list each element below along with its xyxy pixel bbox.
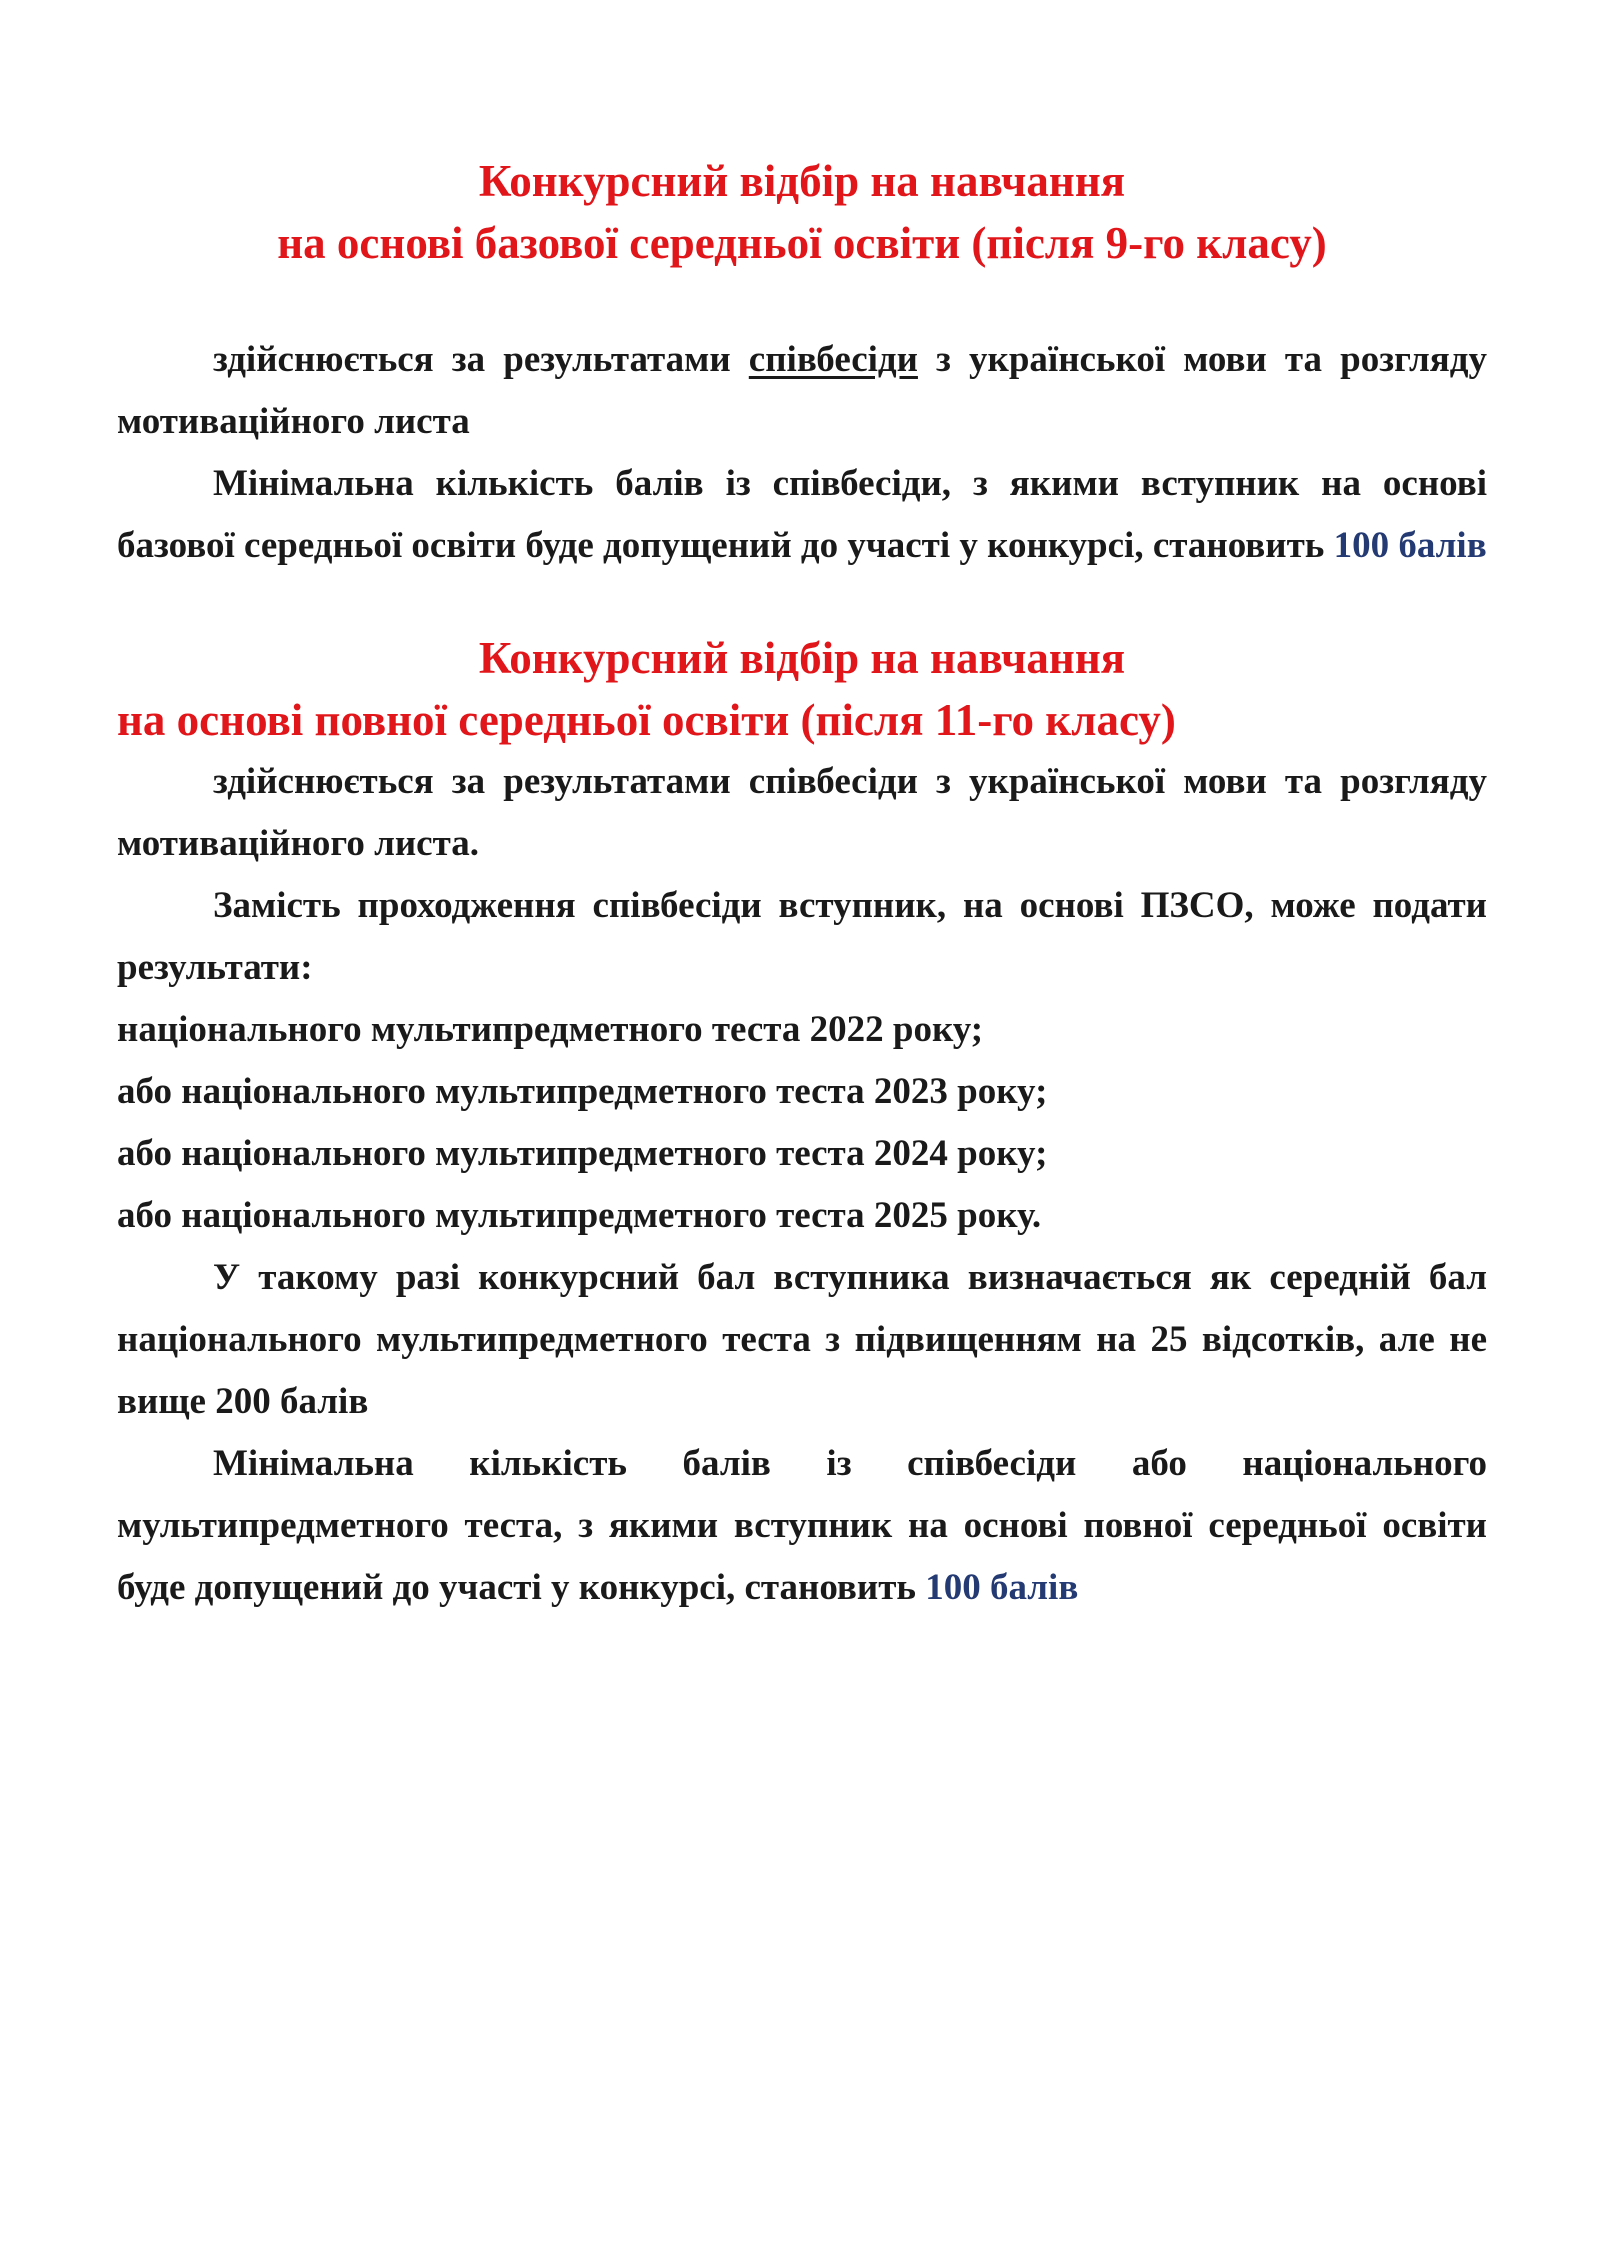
section1-p1-after: з української мови та розгляду мотиваційного листа [117,339,1488,442]
section2-heading-line1: Конкурсний відбір на навчання [478,633,1126,683]
section2-p4-score: 100 балів [925,1567,1079,1608]
section2-list-item: або національного мультипредметного теста 2025 року. [117,1195,1042,1236]
section2-list [117,999,1487,1247]
section1-p2-score: 100 балів [1333,525,1487,566]
section2-paragraph1: здійснюється за результатами співбесіди з української мови та розгляду мотиваційного листа. [117,761,1487,864]
section2-heading [117,627,1487,751]
section2-p4-text: Мінімальна кількість балів із співбесіди або національного мультипредметного теста, з якими вступник на основі повної середньої освіти буде допущений до участі у конкурсі, становить [117,1443,1487,1608]
section2-list-item: або національного мультипредметного теста 2023 року; [117,1071,1048,1112]
section1-heading [117,150,1487,274]
section2-paragraph2: Замість проходження співбесіди вступник, на основі ПЗСО, може подати результати: [117,885,1487,988]
section2-paragraph4 [117,1433,1487,1619]
section1-p2-text: Мінімальна кількість балів із співбесіди, з якими вступник на основі базової середньої освіти буде допущений до участі у конкурсі, становить [117,463,1487,566]
section2-list-item: національного мультипредметного теста 2022 року; [117,1009,984,1050]
section1-paragraph1 [117,329,1487,453]
section1-p1-underlined: співбесіди [748,339,918,380]
section1-paragraph2 [117,453,1487,577]
section2 [117,627,1487,1619]
section2-paragraph3: У такому разі конкурсний бал вступника визначається як середній бал національного мультипредметного теста з підвищенням на 25 відсотків, але не вище 200 балів [117,1257,1487,1422]
section1-heading-line1: Конкурсний відбір на навчання [478,156,1126,206]
section2-list-item: або національного мультипредметного теста 2024 року; [117,1133,1048,1174]
section1-body [117,329,1487,577]
section1-heading-line2: на основі базової середньої освіти (після 9-го класу) [277,218,1327,268]
section2-heading-line2: на основі повної середньої освіти (після 11-го класу) [117,695,1176,745]
document-content [117,150,1487,1619]
section1-p1-before: здійснюється за результатами [213,339,731,380]
